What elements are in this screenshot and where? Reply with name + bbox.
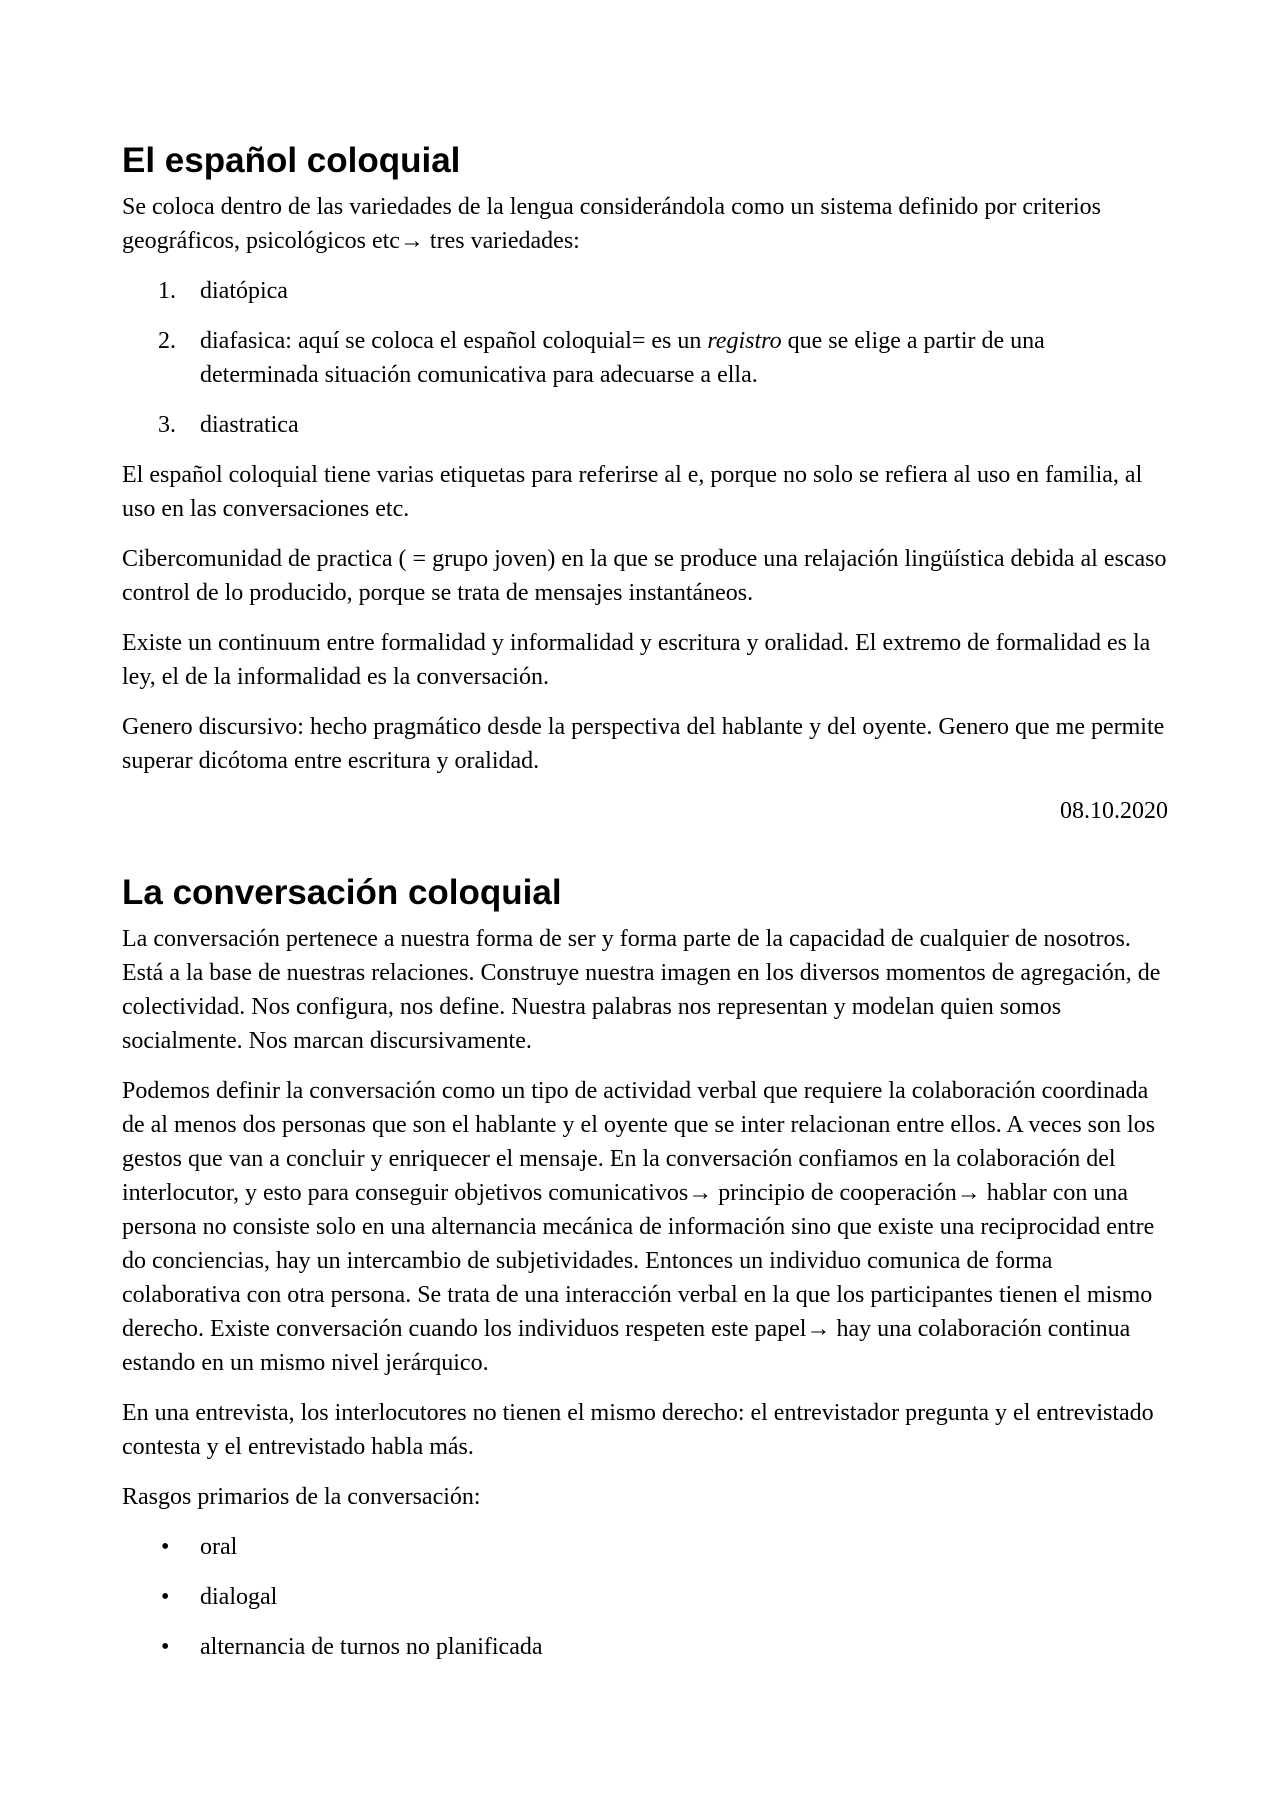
paragraph: La conversación pertenece a nuestra forma de ser y forma parte de la capacidad de cualquier de nosotros. Está a la base de nuestras relaciones. Construye nuestra imagen en los diversos momentos de agregación, de colectividad. Nos configura, nos define. Nuestra palabras nos representan y modelan quien somos socialmente. Nos marcan discursivamente. xyxy=(122,926,1161,1054)
bullet-item xyxy=(122,1580,1168,1614)
paragraph: Cibercomunidad de practica ( = grupo joven) en la que se produce una relajación lingüística debida al escaso control de lo producido, porque se trata de mensajes instantáneos. xyxy=(122,546,1167,606)
list-item xyxy=(122,274,1168,308)
list-item xyxy=(122,408,1168,442)
paragraph: Existe un continuum entre formalidad y informalidad y escritura y oralidad. El extremo de formalidad es la ley, el de la informalidad es la conversación. xyxy=(122,630,1151,690)
bullet-text: alternancia de turnos no planificada xyxy=(200,1634,543,1660)
list-item-text: diastratica xyxy=(200,412,299,438)
list-item-text: que se elige a partir de una determinada situación comunicativa para adecuarse a ella. xyxy=(200,328,1045,388)
paragraph: Rasgos primarios de la conversación: xyxy=(122,1484,481,1510)
emphasized-term: registro xyxy=(707,328,782,354)
date-stamp: 08.10.2020 xyxy=(1060,798,1168,824)
paragraph: El español coloquial tiene varias etiquetas para referirse al e, porque no solo se refiera al uso en familia, al uso en las conversaciones etc. xyxy=(122,462,1143,522)
paragraph: Podemos definir la conversación como un tipo de actividad verbal que requiere la colaboración coordinada de al menos dos personas que son el hablante y el oyente que se inter relacionan entre ellos. A veces son los gestos que van a concluir y enriquecer el mensaje. En la conversación confiamos en la colaboración del interlocutor, y esto para conseguir objetivos comunicativos→ principio de cooperación→ hablar con una persona no consiste solo en una alternancia mecánica de información sino que existe una reciprocidad entre do conciencias, hay un intercambio de subjetividades. Entonces un individuo comunica de forma colaborativa con otra persona. Se trata de una interacción verbal en la que los participantes tienen el mismo derecho. Existe conversación cuando los individuos respeten este papel→ hay una colaboración continua estando en un mismo nivel jerárquico. xyxy=(122,1078,1156,1376)
bullet-text: dialogal xyxy=(200,1584,278,1610)
list-item-text: diafasica: aquí se coloca el español coloquial= es un xyxy=(200,328,708,354)
list-number: 3. xyxy=(158,412,176,438)
bullet-item xyxy=(122,1630,1168,1664)
list-number: 2. xyxy=(158,328,176,354)
bullet-icon: • xyxy=(161,1534,170,1560)
list-number: 1. xyxy=(158,278,176,304)
section-heading-espanol-coloquial: El español coloquial xyxy=(122,141,461,180)
features-bullet-list xyxy=(122,1530,1168,1664)
bullet-icon: • xyxy=(161,1634,170,1660)
bullet-icon: • xyxy=(161,1584,170,1610)
intro-paragraph: Se coloca dentro de las variedades de la lengua considerándola como un sistema definido por criterios geográficos, psicológicos etc→ tres variedades: xyxy=(122,194,1101,254)
bullet-item xyxy=(122,1530,1168,1564)
paragraph: En una entrevista, los interlocutores no tienen el mismo derecho: el entrevistador pregunta y el entrevistado contesta y el entrevistado habla más. xyxy=(122,1400,1154,1460)
section-heading-conversacion-coloquial: La conversación coloquial xyxy=(122,873,562,912)
varieties-list xyxy=(122,274,1168,442)
list-item-text: diatópica xyxy=(200,278,288,304)
list-item xyxy=(122,324,1168,392)
paragraph: Genero discursivo: hecho pragmático desde la perspectiva del hablante y del oyente. Genero que me permite superar dicótoma entre escritura y oralidad. xyxy=(122,714,1165,774)
document-page xyxy=(122,136,1168,1680)
bullet-text: oral xyxy=(200,1534,238,1560)
